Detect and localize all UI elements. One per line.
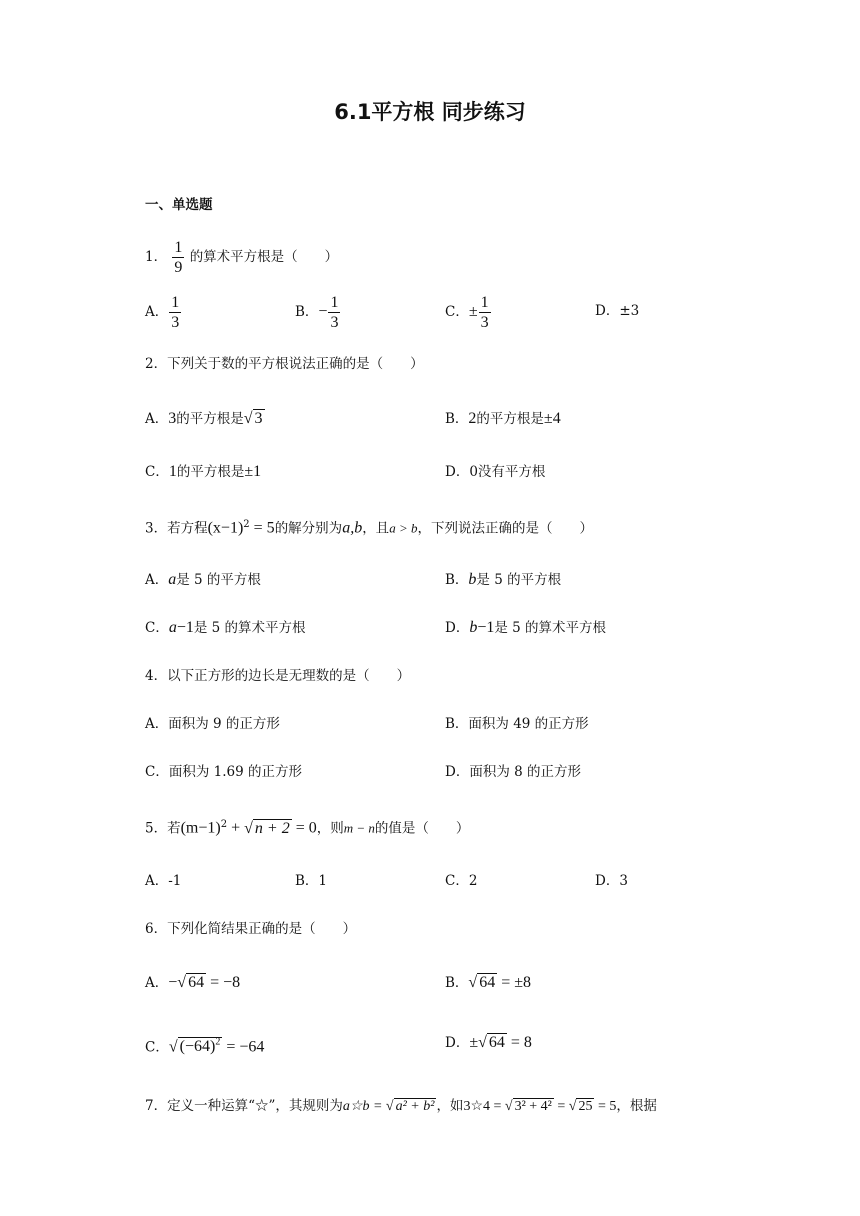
q5-option-b: B．1 [295, 873, 328, 889]
q1-text: 的算术平方根是（ ） [189, 249, 339, 265]
q5-option-c: C．2 [445, 873, 478, 889]
q4-option-b: B．面积为 49 的正方形 [445, 716, 589, 732]
q1-option-a: A． $\frac{1}{3}$ [145, 294, 180, 331]
q4-option-d: D．面积为 8 的正方形 [445, 764, 581, 780]
q1-number: 1． [145, 249, 168, 265]
q3-option-c: C．a−1是 5 的算术平方根 [145, 619, 306, 636]
question-3: 3．若方程$(x-1)^2 = 5$的解分别为a,b，且a > b，下列说法正确的是（ ） [145, 519, 593, 537]
q2-option-c: C．1的平方根是±1 [145, 463, 262, 480]
q6-option-b: B．√ 64 = ±8 [445, 974, 532, 991]
question-1 [145, 238, 338, 277]
q1-fraction: $\frac{1}{9}$ [174, 239, 183, 276]
q2-option-a: A．3的平方根是√ 3 [145, 410, 263, 427]
q6-option-c: C．√ $(-64)^2 = -64$ [145, 1037, 265, 1056]
question-6: 6．下列化简结果正确的是（ ） [145, 921, 357, 937]
q4-option-c: C．面积为 1.69 的正方形 [145, 764, 302, 780]
q2-option-b: B．2的平方根是±4 [445, 410, 561, 427]
question-7: 7．定义一种运算“☆”，其规则为a☆b = √ a² + b² ，如3☆4 = √ 3² + 4² = √ 25 = 5，根据 [145, 1098, 657, 1114]
q5-option-a: A．-1 [145, 873, 182, 889]
q1-option-c: C．± $\frac{1}{3}$ [445, 294, 489, 331]
q2-option-d: D．0没有平方根 [445, 464, 546, 480]
q6-option-d: D．±√ 64 = 8 [445, 1034, 532, 1051]
page-title: 6.1平方根 同步练习 [334, 100, 526, 124]
q5-option-d: D．3 [595, 873, 628, 889]
q1-option-b: B．− $\frac{1}{3}$ [295, 294, 339, 331]
q3-option-b: B．b是 5 的平方根 [445, 571, 562, 588]
q3-option-d: D．b−1是 5 的算术平方根 [445, 619, 607, 636]
question-5: 5．若$(m-1)^2$ + √ n + 2 = 0，则m − n的值是（ ） [145, 819, 470, 837]
question-4: 4．以下正方形的边长是无理数的是（ ） [145, 668, 411, 684]
section-heading: 一、单选题 [145, 197, 213, 213]
q6-option-a: A．−√ 64 = −8 [145, 974, 241, 991]
q4-option-a: A．面积为 9 的正方形 [145, 716, 280, 732]
question-2: 2．下列关于数的平方根说法正确的是（ ） [145, 356, 424, 372]
q3-option-a: A．a是 5 的平方根 [145, 571, 261, 588]
q1-option-d: D．±3 [595, 303, 640, 319]
